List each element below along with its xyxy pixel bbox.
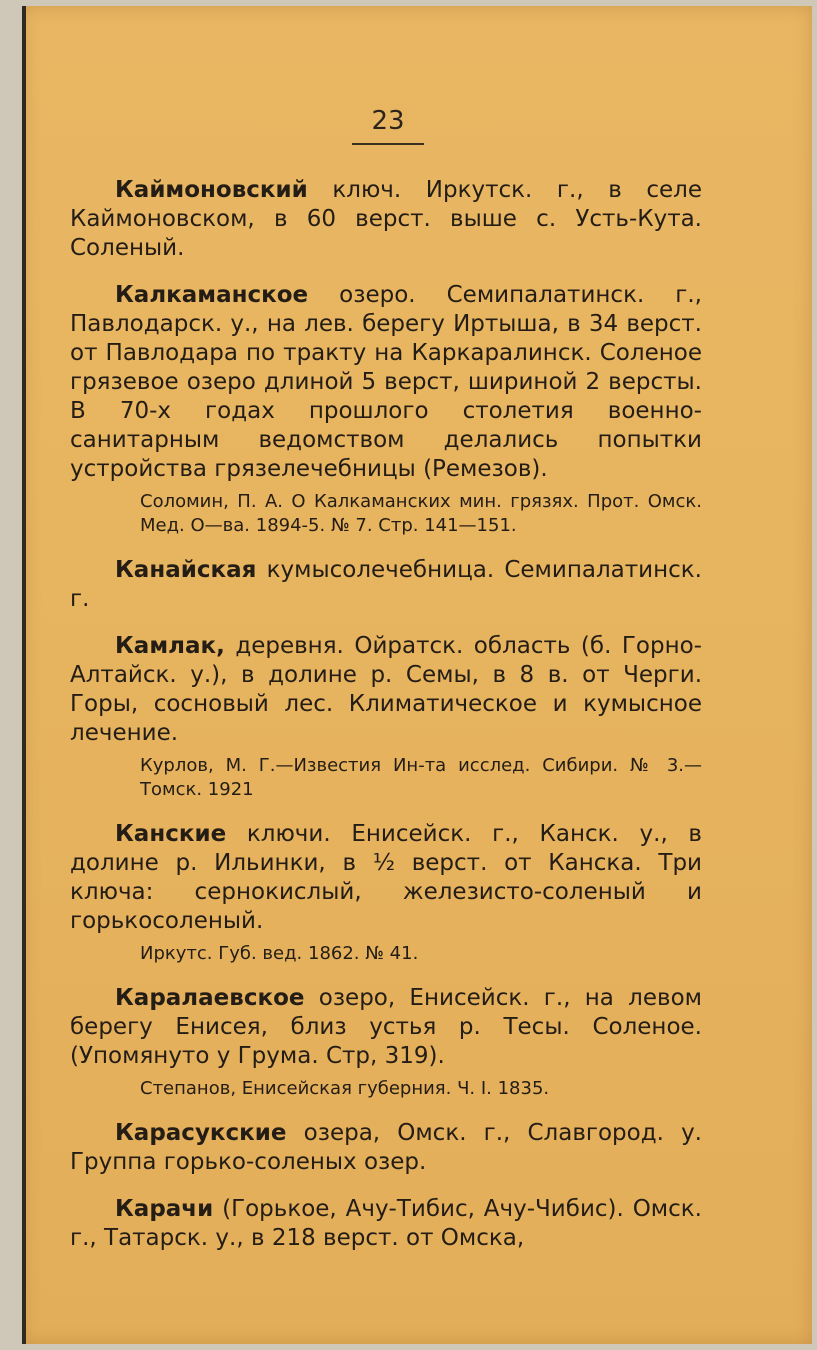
entry-title: Камлак, xyxy=(115,633,225,659)
entry-body: деревня. Ойратск. область (б. Горно-Алтайск. у.), в долине р. Семы, в 8 в. от Черги. Горы, сосновый лес. Климатическое и кумысное лечение. xyxy=(70,633,702,746)
entry-body: озера, Омск. г., Славгород. у. Группа горько-соленых озер. xyxy=(70,1120,702,1175)
entry-title: Калкаманское xyxy=(115,282,309,308)
entry-title: Каймоновский xyxy=(115,177,308,203)
entry-body: озеро, Енисейск. г., на левом берегу Енисея, близ устья р. Тесы. Соленое. (Упомянуто у Грума. Стр, 319). xyxy=(70,985,702,1069)
entry-paragraph xyxy=(70,556,702,614)
entry-reference: Степанов, Енисейская губерния. Ч. I. 1835. xyxy=(140,1078,550,1099)
entry-paragraph xyxy=(70,1195,702,1253)
entry xyxy=(70,1195,702,1253)
entry xyxy=(70,820,702,966)
entry-body: кумысолечебница. Семипалатинск. г. xyxy=(70,557,702,612)
entry-body: ключи. Енисейск. г., Канск. у., в долине р. Ильинки, в ½ верст. от Канска. Три ключа: сернокислый, железисто-соленый и горькосоленый. xyxy=(70,821,702,934)
entry xyxy=(70,176,702,263)
book-page xyxy=(22,6,812,1344)
page-number-rule xyxy=(352,143,424,145)
page-number: 23 xyxy=(371,106,405,136)
entry xyxy=(70,1119,702,1177)
entry-title: Канайская xyxy=(115,557,257,583)
entry-reference: Соломин, П. А. О Калкаманских мин. грязях. Прот. Омск. Мед. О—ва. 1894-5. № 7. Стр. 141—151. xyxy=(140,491,702,536)
entry-title: Карасукские xyxy=(115,1120,287,1146)
entry xyxy=(70,556,702,614)
entry-body: озеро. Семипалатинск. г., Павлодарск. у., на лев. берегу Иртыша, в 34 верст. от Павлодара по тракту на Каркаралинск. Соленое грязевое озеро длиной 5 верст, шириной 2 версты. В 70-х годах прошлого столетия военно-санитарным ведомством делались попытки устройства грязелечебницы (Ремезов). xyxy=(70,282,702,482)
entry-paragraph xyxy=(70,632,702,748)
entry-body: ключ. Иркутск. г., в селе Каймоновском, в 60 верст. выше с. Усть-Кута. Соленый. xyxy=(70,177,702,261)
page-content xyxy=(70,176,702,1271)
entry-title: Каралаевское xyxy=(115,985,305,1011)
entry xyxy=(70,281,702,538)
entry-title: Карачи xyxy=(115,1196,214,1222)
entry-title: Канские xyxy=(115,821,227,847)
entry-body: (Горькое, Ачу-Тибис, Ачу-Чибис). Омск. г., Татарск. у., в 218 верст. от Омска, xyxy=(70,1196,702,1251)
entry-paragraph xyxy=(70,1119,702,1177)
entry xyxy=(70,984,702,1101)
page-spine-edge xyxy=(22,6,26,1344)
entry-paragraph xyxy=(70,820,702,936)
entry-paragraph xyxy=(70,281,702,484)
entry-reference: Курлов, М. Г.—Известия Ин-та исслед. Сибири. № 3.—Томск. 1921 xyxy=(140,755,702,800)
entry-paragraph xyxy=(70,984,702,1071)
entry xyxy=(70,632,702,802)
entry-reference: Иркутс. Губ. вед. 1862. № 41. xyxy=(140,943,419,964)
entry-paragraph xyxy=(70,176,702,263)
